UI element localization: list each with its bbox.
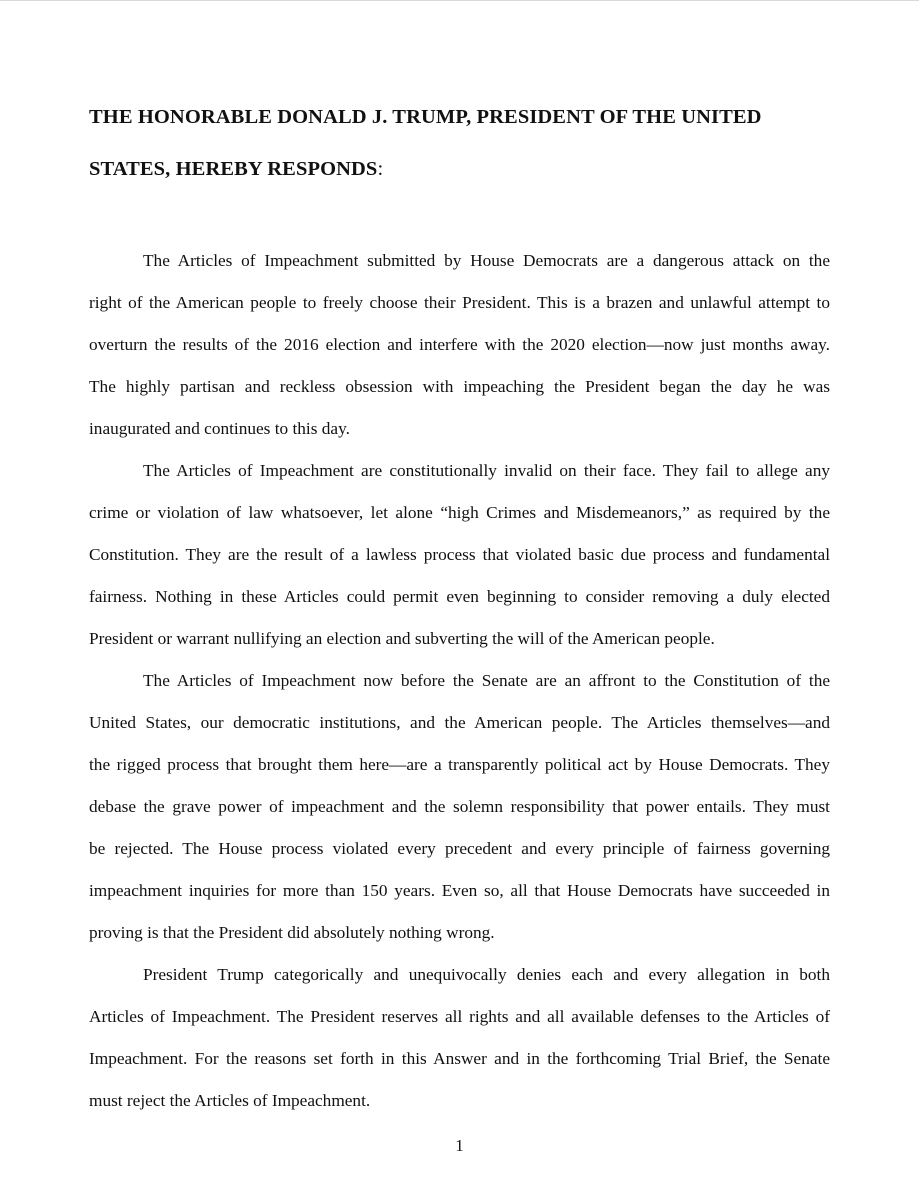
paragraph-line: the rigged process that brought them here—are a transparently political act by House Democrats. They xyxy=(89,755,830,774)
paragraph-line: impeachment inquiries for more than 150 years. Even so, all that House Democrats have succeeded in xyxy=(89,881,830,900)
document-heading-text: STATES, HEREBY RESPONDS xyxy=(89,158,378,180)
paragraph-line: right of the American people to freely choose their President. This is a brazen and unlawful attempt to xyxy=(89,293,830,312)
paragraph-line: The highly partisan and reckless obsession with impeaching the President began the day he was xyxy=(89,377,830,396)
paragraph-line: fairness. Nothing in these Articles could permit even beginning to consider removing a duly elected xyxy=(89,587,830,606)
document-heading-line-1: THE HONORABLE DONALD J. TRUMP, PRESIDENT OF THE UNITED xyxy=(89,106,762,128)
paragraph-line: be rejected. The House process violated every precedent and every principle of fairness governing xyxy=(89,839,830,858)
paragraph-line: Articles of Impeachment. The President reserves all rights and all available defenses to the Articles of xyxy=(89,1007,830,1026)
paragraph-line: The Articles of Impeachment are constitutionally invalid on their face. They fail to allege any xyxy=(143,461,830,480)
page-number: 1 xyxy=(455,1136,464,1155)
paragraph-line: President Trump categorically and unequivocally denies each and every allegation in both xyxy=(143,965,830,984)
paragraph-line: must reject the Articles of Impeachment. xyxy=(89,1091,371,1110)
paragraph-line: President or warrant nullifying an election and subverting the will of the American people. xyxy=(89,629,715,648)
paragraph-line: United States, our democratic institutions, and the American people. The Articles themselves—and xyxy=(89,713,830,732)
paragraph-line: inaugurated and continues to this day. xyxy=(89,419,350,438)
heading-colon: : xyxy=(377,158,384,180)
document-heading-line-2 xyxy=(89,157,834,181)
paragraph-line: proving is that the President did absolutely nothing wrong. xyxy=(89,923,495,942)
paragraph-line: crime or violation of law whatsoever, let alone “high Crimes and Misdemeanors,” as required by the xyxy=(89,503,830,522)
paragraph-line: Constitution. They are the result of a lawless process that violated basic due process and fundamental xyxy=(89,545,830,564)
paragraph-line: Impeachment. For the reasons set forth in this Answer and in the forthcoming Trial Brief, the Senate xyxy=(89,1049,830,1068)
paragraph-line: The Articles of Impeachment now before the Senate are an affront to the Constitution of the xyxy=(143,671,830,690)
paragraph-line: The Articles of Impeachment submitted by House Democrats are a dangerous attack on the xyxy=(143,251,830,270)
paragraph-line: overturn the results of the 2016 election and interfere with the 2020 election—now just months away. xyxy=(89,335,830,354)
paragraph-line: debase the grave power of impeachment and the solemn responsibility that power entails. They must xyxy=(89,797,830,816)
